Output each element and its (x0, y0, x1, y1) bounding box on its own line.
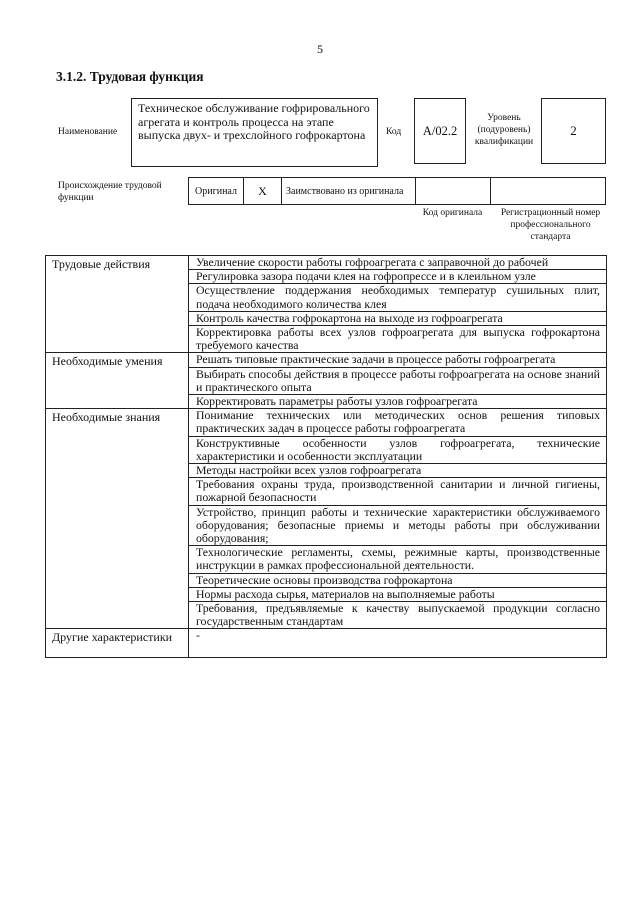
list-item: Требования охраны труда, производственной санитарии и личной гигиены, пожарной безопасности (189, 478, 606, 505)
group-label: Необходимые знания (46, 409, 189, 628)
origin-label: Происхождение трудовой функции (58, 181, 162, 203)
origin-row (188, 177, 606, 205)
level-box (541, 98, 606, 164)
group-required-skills (46, 353, 606, 409)
section-title: 3.1.2. Трудовая функция (56, 69, 204, 84)
list-item: Корректировать параметры работы узлов гофроагрегата (196, 394, 478, 409)
list-item: Устройство, принцип работы и технические характеристики обслуживаемого оборудования; безопасные приемы и методы работы при обслуживании оборудования; (189, 506, 606, 547)
list-item: - (196, 628, 200, 643)
list-item: Корректировка работы всех узлов гофроагрегата для выпуска гофрокартона требуемого качества (196, 325, 600, 353)
list-item: Регулировка зазора подачи клея на гофропрессе и в клеильном узле (189, 270, 606, 284)
group-required-knowledge (46, 409, 606, 629)
code-value: А/02.2 (422, 123, 458, 138)
function-name: Техническое обслуживание гофрировального агрегата и контроль процесса на этапе выпуска двух- и трехслойного гофрокартона (138, 101, 370, 142)
page-number: 5 (317, 42, 323, 56)
function-name-box (131, 98, 378, 167)
group-label: Необходимые умения (46, 353, 189, 408)
list-item: Технологические регламенты, схемы, режимные карты, производственные инструкции в рамках профессиональной деятельности. (189, 546, 606, 573)
list-item: Осуществление поддержания необходимых температур сушильных плит, подача необходимого количества клея (189, 284, 606, 311)
list-item: Методы настройки всех узлов гофроагрегата (189, 464, 606, 478)
list-item: Конструктивные особенности узлов гофроагрегата, технические характеристики и особенности эксплуатации (189, 437, 606, 464)
list-item: Понимание технических или методических основ решения типовых практических задач в процессе работы гофроагрегата (189, 409, 606, 436)
original-mark: X (244, 178, 282, 204)
code-box (414, 98, 466, 164)
level-value: 2 (570, 123, 577, 138)
borrowed-label: Заимствовано из оригинала (282, 178, 416, 204)
list-item: Теоретические основы производства гофрокартона (189, 574, 606, 588)
list-item: Выбирать способы действия в процессе работы гофроагрегата на основе знаний и практического опыта (189, 368, 606, 395)
group-labor-actions (46, 256, 606, 353)
list-item: Контроль качества гофрокартона на выходе из гофроагрегата (189, 312, 606, 326)
list-item: Требования, предъявляемые к качеству выпускаемой продукции согласно государственным стандартам (196, 601, 600, 629)
reg-number-caption: Регистрационный номер профессионального стандарта (500, 208, 601, 242)
reg-number-cell (491, 178, 605, 204)
level-label: Уровень (подуровень) квалификации (474, 113, 534, 147)
group-label: Другие характеристики (46, 629, 189, 657)
list-item: Нормы расхода сырья, материалов на выполняемые работы (189, 588, 606, 602)
code-original-caption: Код оригинала (422, 208, 483, 218)
group-label: Трудовые действия (46, 256, 189, 352)
code-original-cell (416, 178, 491, 204)
original-label: Оригинал (189, 178, 244, 204)
list-item: Увеличение скорости работы гофроагрегата с заправочной до рабочей (189, 256, 606, 270)
group-other-characteristics (46, 629, 606, 657)
function-table (45, 255, 607, 658)
list-item: Решать типовые практические задачи в процессе работы гофроагрегата (189, 353, 606, 367)
code-label: Код (386, 127, 402, 137)
name-label: Наименование (58, 127, 118, 137)
